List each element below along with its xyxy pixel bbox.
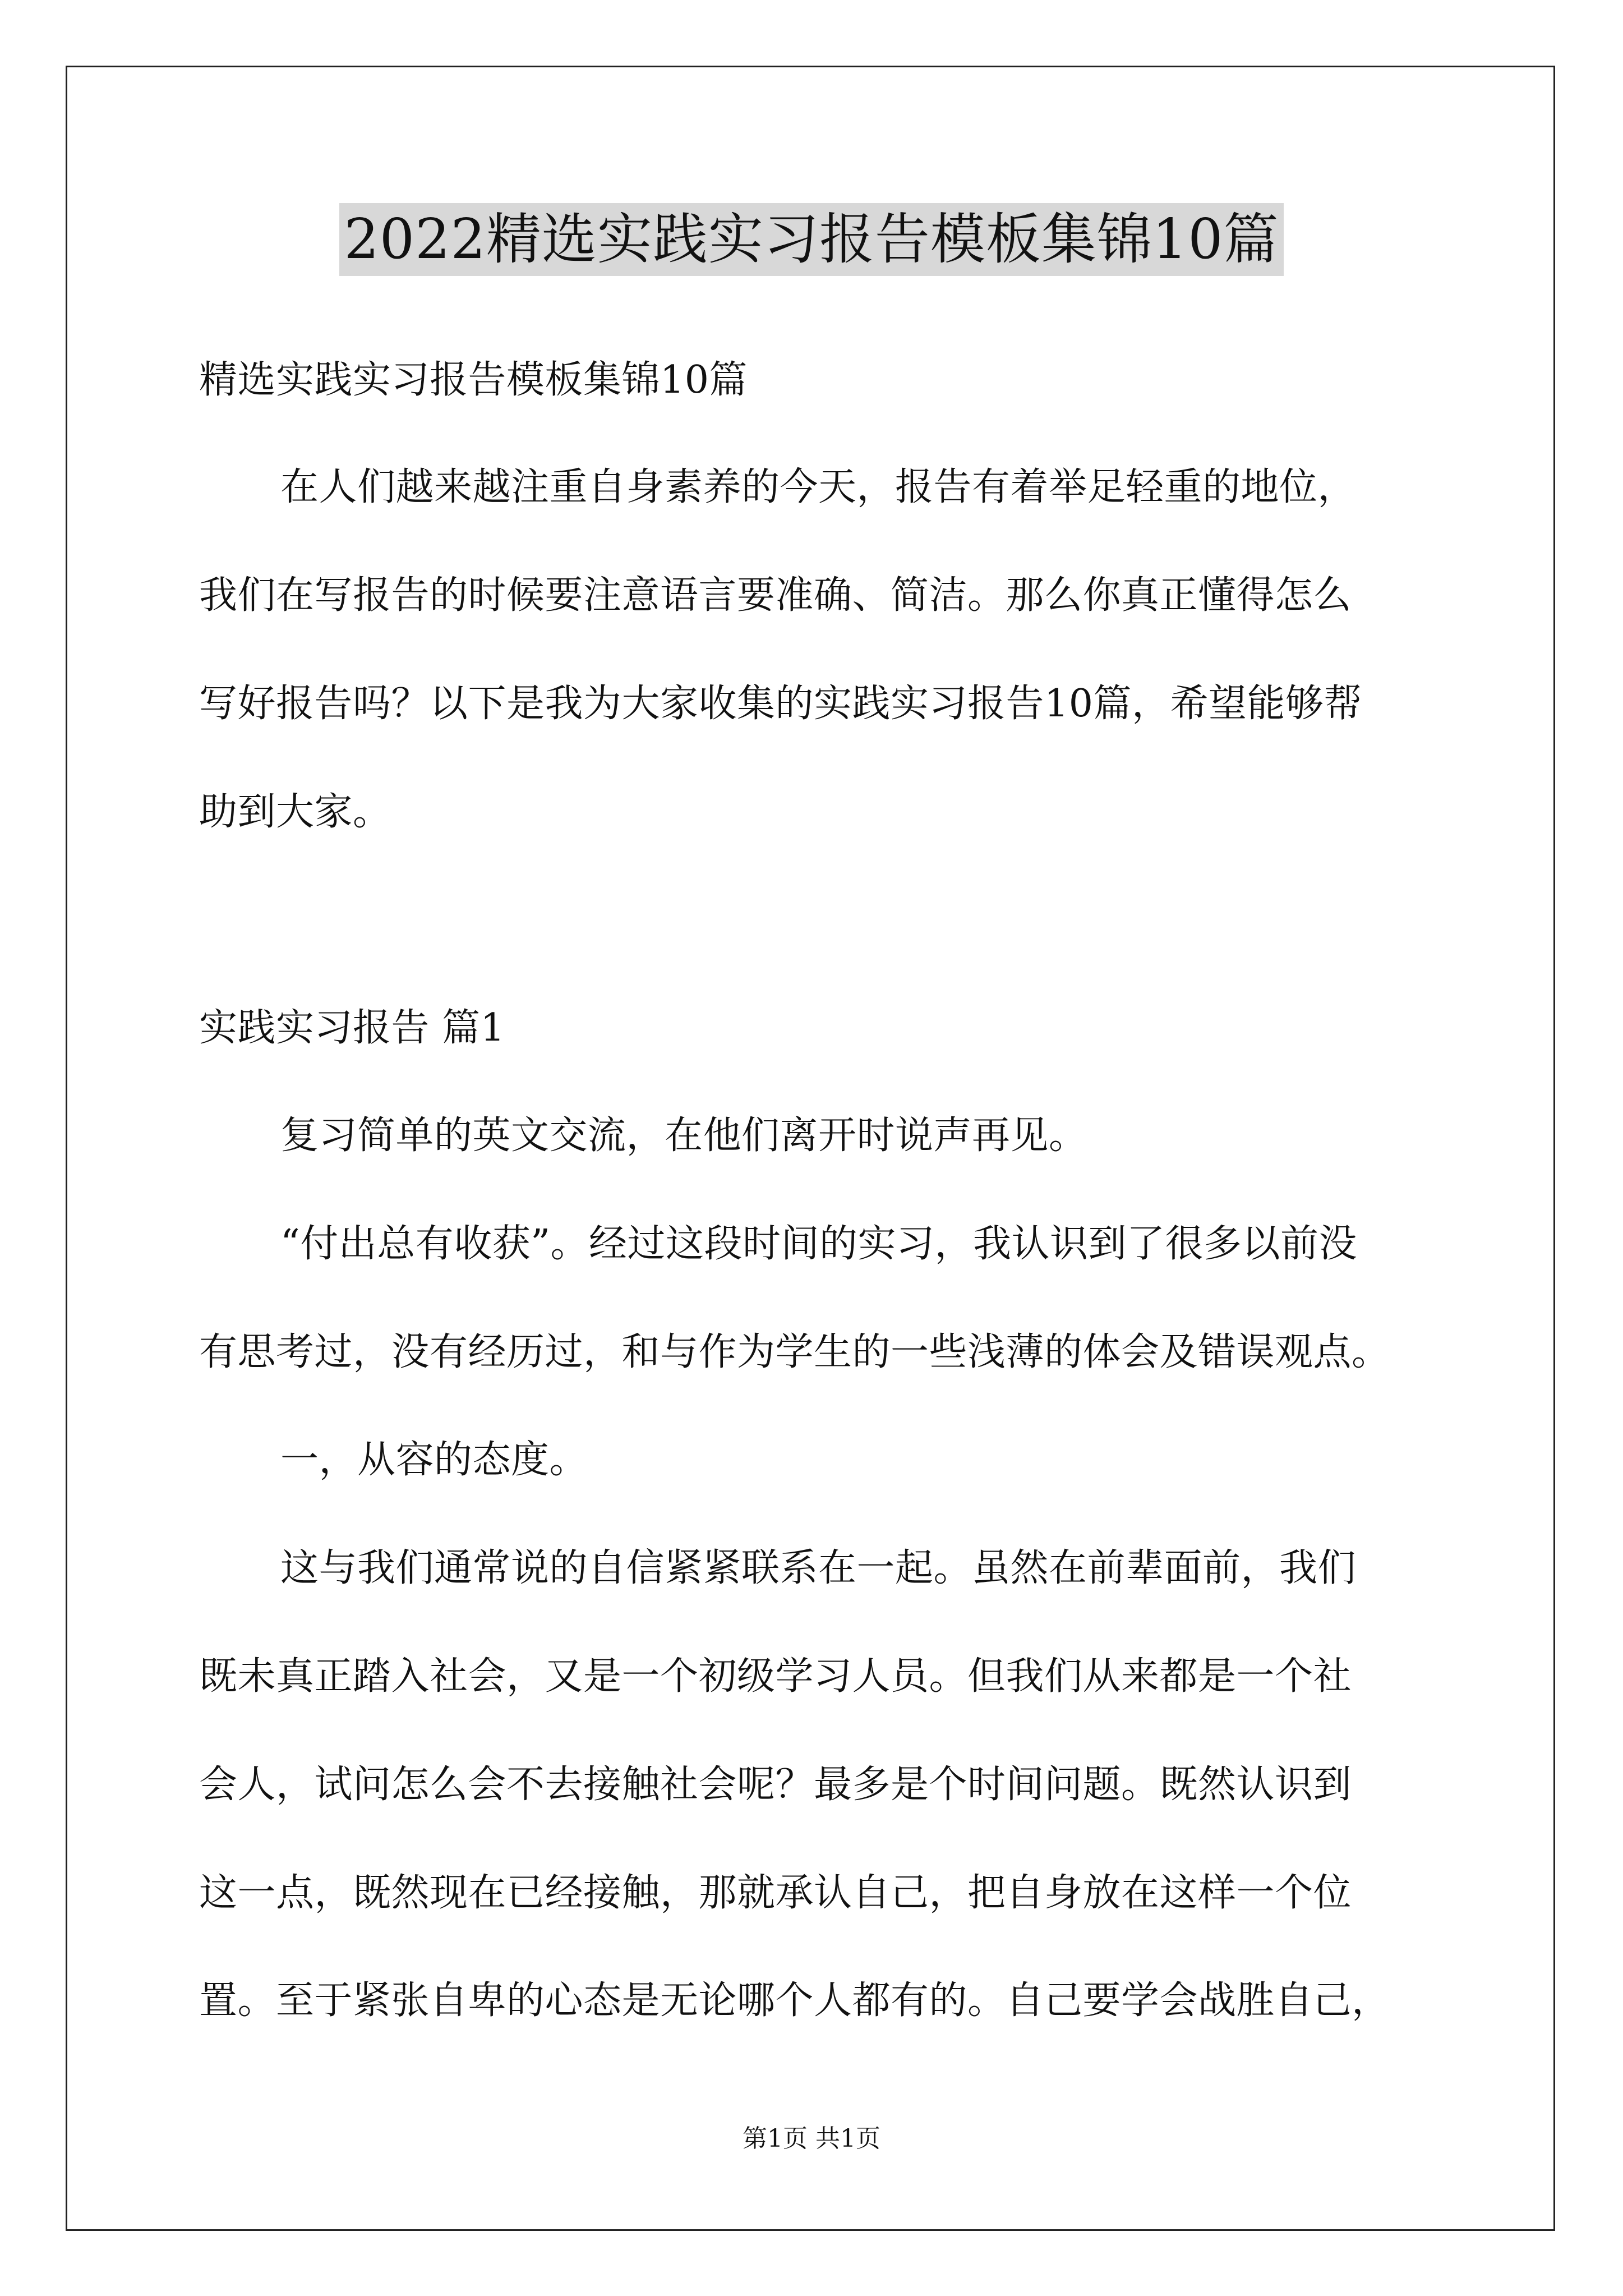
intro-line: 在人们越来越注重自身素养的今天，报告有着举足轻重的地位， <box>280 465 1357 509</box>
body-line: 置。至于紧张自卑的心态是无论哪个人都有的。自己要学会战胜自己， <box>199 1978 1390 2023</box>
body-line: 既未真正踏入社会，又是一个初级学习人员。但我们从来都是一个社 <box>199 1654 1352 1699</box>
body-line: 这与我们通常说的自信紧紧联系在一起。虽然在前辈面前，我们 <box>280 1546 1357 1590</box>
body-line: 会人，试问怎么会不去接触社会呢？最多是个时间问题。既然认识到 <box>199 1763 1352 1807</box>
document-subtitle: 精选实践实习报告模板集锦10篇 <box>199 358 748 402</box>
intro-line: 助到大家。 <box>199 790 391 834</box>
body-line: 有思考过，没有经历过，和与作为学生的一些浅薄的体会及错误观点。 <box>199 1330 1390 1374</box>
document-title: 2022精选实践实习报告模板集锦10篇 <box>339 203 1283 276</box>
section-heading: 实践实习报告 篇1 <box>199 1006 505 1050</box>
page-footer: 第1页 共1页 <box>743 2124 880 2153</box>
title-block <box>0 203 1623 276</box>
body-line: 复习简单的英文交流，在他们离开时说声再见。 <box>280 1114 1087 1158</box>
body-line: 一，从容的态度。 <box>280 1438 588 1482</box>
intro-line: 写好报告吗？以下是我为大家收集的实践实习报告10篇，希望能够帮 <box>199 682 1363 726</box>
body-line: 这一点，既然现在已经接触，那就承认自己，把自身放在这样一个位 <box>199 1871 1352 1915</box>
intro-line: 我们在写报告的时候要注意语言要准确、简洁。那么你真正懂得怎么 <box>199 573 1352 618</box>
body-line: “付出总有收获”。经过这段时间的实习，我认识到了很多以前没 <box>280 1222 1358 1266</box>
